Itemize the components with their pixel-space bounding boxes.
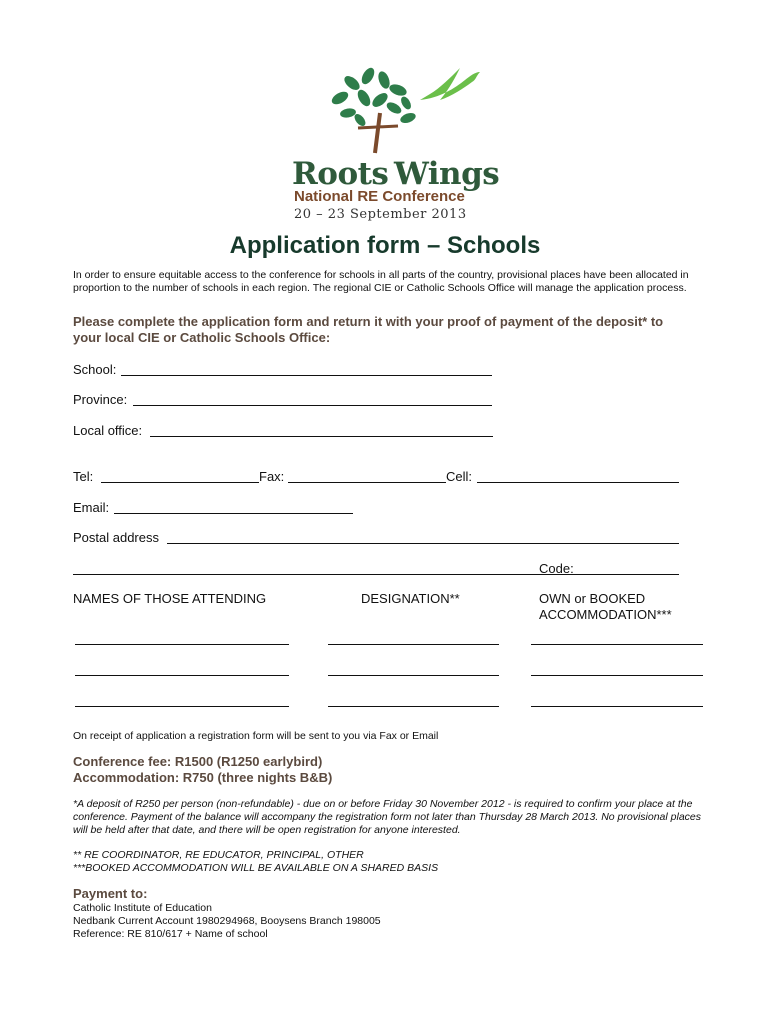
payment-details xyxy=(73,902,381,941)
attendee-accommodation-field[interactable] xyxy=(531,706,703,707)
email-field[interactable] xyxy=(114,513,353,514)
attendee-accommodation-field[interactable] xyxy=(531,644,703,645)
fees-block xyxy=(73,754,332,786)
attendee-name-field[interactable] xyxy=(75,706,289,707)
payment-heading: Payment to: xyxy=(73,886,148,901)
attendee-designation-field[interactable] xyxy=(328,644,499,645)
payment-account: Nedbank Current Account 1980294968, Booysens Branch 198005 xyxy=(73,915,381,927)
payment-recipient: Catholic Institute of Education xyxy=(73,902,212,914)
designation-footnote: ** RE COORDINATOR, RE EDUCATOR, PRINCIPAL, OTHER xyxy=(73,849,364,861)
fax-label: Fax: xyxy=(259,469,285,484)
receipt-note: On receipt of application a registration form will be sent to you via Fax or Email xyxy=(73,730,439,742)
page-title: Application form – Schools xyxy=(229,232,541,259)
province-label: Province: xyxy=(73,392,128,407)
designation-column-header: DESIGNATION** xyxy=(361,591,460,606)
attendee-designation-field[interactable] xyxy=(328,706,499,707)
code-label: Code: xyxy=(539,561,574,576)
logo-word-wings: Wings xyxy=(394,156,500,192)
intro-paragraph: In order to ensure equitable access to the conference for schools in all parts of the country, provisional places have been allocated in proportion to the number of schools in each region. The regional CIE or Catholic Schools Office will manage the application process. xyxy=(73,269,689,294)
accommodation-fee: Accommodation: R750 (three nights B&B) xyxy=(73,770,333,785)
cell-label: Cell: xyxy=(446,469,473,484)
accommodation-header-line2: ACCOMMODATION*** xyxy=(539,607,672,622)
accommodation-column-header xyxy=(539,591,672,623)
deposit-note: *A deposit of R250 per person (non-refundable) - due on or before Friday 30 November 2012 - is required to confirm your place at the conference. Payment of the balance will accompany the registration form not later than Thursday 28 March 2013. No provisional places will be held after that date, and there will be open registration for anyone interested. xyxy=(73,798,702,836)
postal-address-label: Postal address xyxy=(73,530,159,545)
attendee-designation-field[interactable] xyxy=(328,675,499,676)
payment-reference: Reference: RE 810/617 + Name of school xyxy=(73,928,268,940)
instruction-text: Please complete the application form and return it with your proof of payment of the deposit* to your local CIE or Catholic Schools Office: xyxy=(73,314,664,345)
province-field[interactable] xyxy=(133,405,492,406)
attendee-name-field[interactable] xyxy=(75,675,289,676)
logo-word-roots: Roots xyxy=(292,156,389,192)
school-field[interactable] xyxy=(121,375,492,376)
accommodation-header-line1: OWN or BOOKED xyxy=(539,591,646,606)
local-office-label: Local office: xyxy=(73,423,143,438)
conference-fee: Conference fee: R1500 (R1250 earlybird) xyxy=(73,754,323,769)
code-field[interactable] xyxy=(533,574,679,575)
booked-footnote: ***BOOKED ACCOMMODATION WILL BE AVAILABLE ON A SHARED BASIS xyxy=(73,862,439,874)
email-label: Email: xyxy=(73,500,110,515)
fax-field[interactable] xyxy=(288,482,446,483)
conference-logo xyxy=(280,58,500,228)
postal-address-field[interactable] xyxy=(167,543,679,544)
attendee-accommodation-field[interactable] xyxy=(531,675,703,676)
tel-label: Tel: xyxy=(73,469,94,484)
logo-dates: 20 – 23 September 2013 xyxy=(294,207,467,222)
local-office-field[interactable] xyxy=(150,436,493,437)
cell-field[interactable] xyxy=(477,482,679,483)
logo-conference-name: National RE Conference xyxy=(294,188,465,205)
footnotes xyxy=(73,849,438,875)
school-label: School: xyxy=(73,362,117,377)
attendee-name-field[interactable] xyxy=(75,644,289,645)
postal-address-line2[interactable] xyxy=(73,574,533,575)
tel-field[interactable] xyxy=(101,482,259,483)
names-column-header: NAMES OF THOSE ATTENDING xyxy=(73,591,267,606)
tree-bird-logo-icon xyxy=(280,58,500,158)
